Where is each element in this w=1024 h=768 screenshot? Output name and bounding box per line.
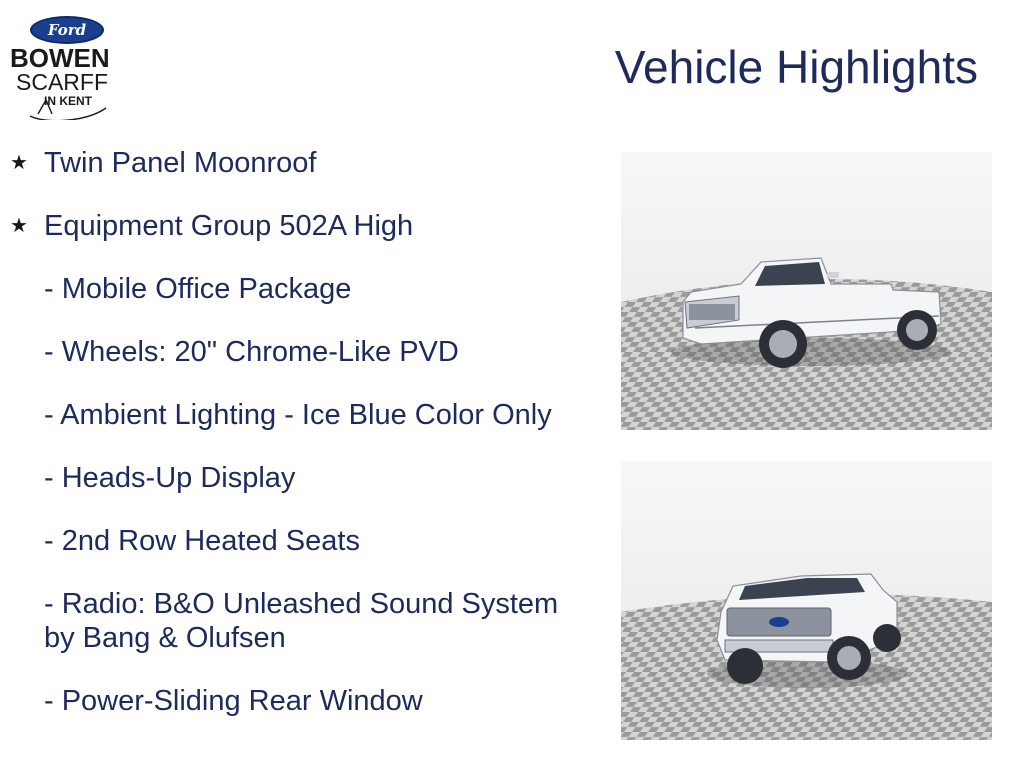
highlight-item bbox=[10, 209, 570, 243]
vehicle-photo-side bbox=[621, 152, 992, 430]
highlight-item bbox=[10, 587, 570, 655]
dealer-name-line1: BOWEN bbox=[10, 43, 110, 73]
dealer-name-line2: SCARFF bbox=[16, 69, 108, 95]
highlight-item bbox=[10, 461, 570, 495]
star-bullet-icon: ★ bbox=[10, 215, 28, 237]
ford-oval-logo: Ford bbox=[30, 16, 104, 44]
dealer-name-line3: IN KENT bbox=[44, 94, 92, 108]
highlight-text: Equipment Group 502A High bbox=[44, 210, 414, 242]
dealer-logo bbox=[8, 14, 126, 124]
highlight-item bbox=[10, 684, 570, 718]
highlight-item bbox=[10, 272, 570, 306]
highlight-item bbox=[10, 335, 570, 369]
highlight-text: - Power-Sliding Rear Window bbox=[44, 685, 423, 717]
page-title: Vehicle Highlights bbox=[614, 41, 978, 93]
highlight-item bbox=[10, 146, 570, 180]
highlight-text: - Ambient Lighting - Ice Blue Color Only bbox=[44, 399, 552, 431]
star-bullet-icon: ★ bbox=[10, 152, 28, 174]
highlight-text: - Mobile Office Package bbox=[44, 273, 352, 305]
highlight-text: - 2nd Row Heated Seats bbox=[44, 525, 360, 557]
highlight-text: - Wheels: 20" Chrome-Like PVD bbox=[44, 336, 459, 368]
highlight-item bbox=[10, 524, 570, 558]
highlight-text: - Radio: B&O Unleashed Sound System by Bang & Olufsen bbox=[44, 588, 559, 654]
highlight-text: - Heads-Up Display bbox=[44, 462, 296, 494]
highlights-list bbox=[10, 146, 570, 747]
highlight-text: Twin Panel Moonroof bbox=[44, 147, 317, 179]
vehicle-photo-front bbox=[621, 462, 992, 740]
highlight-item bbox=[10, 398, 570, 432]
